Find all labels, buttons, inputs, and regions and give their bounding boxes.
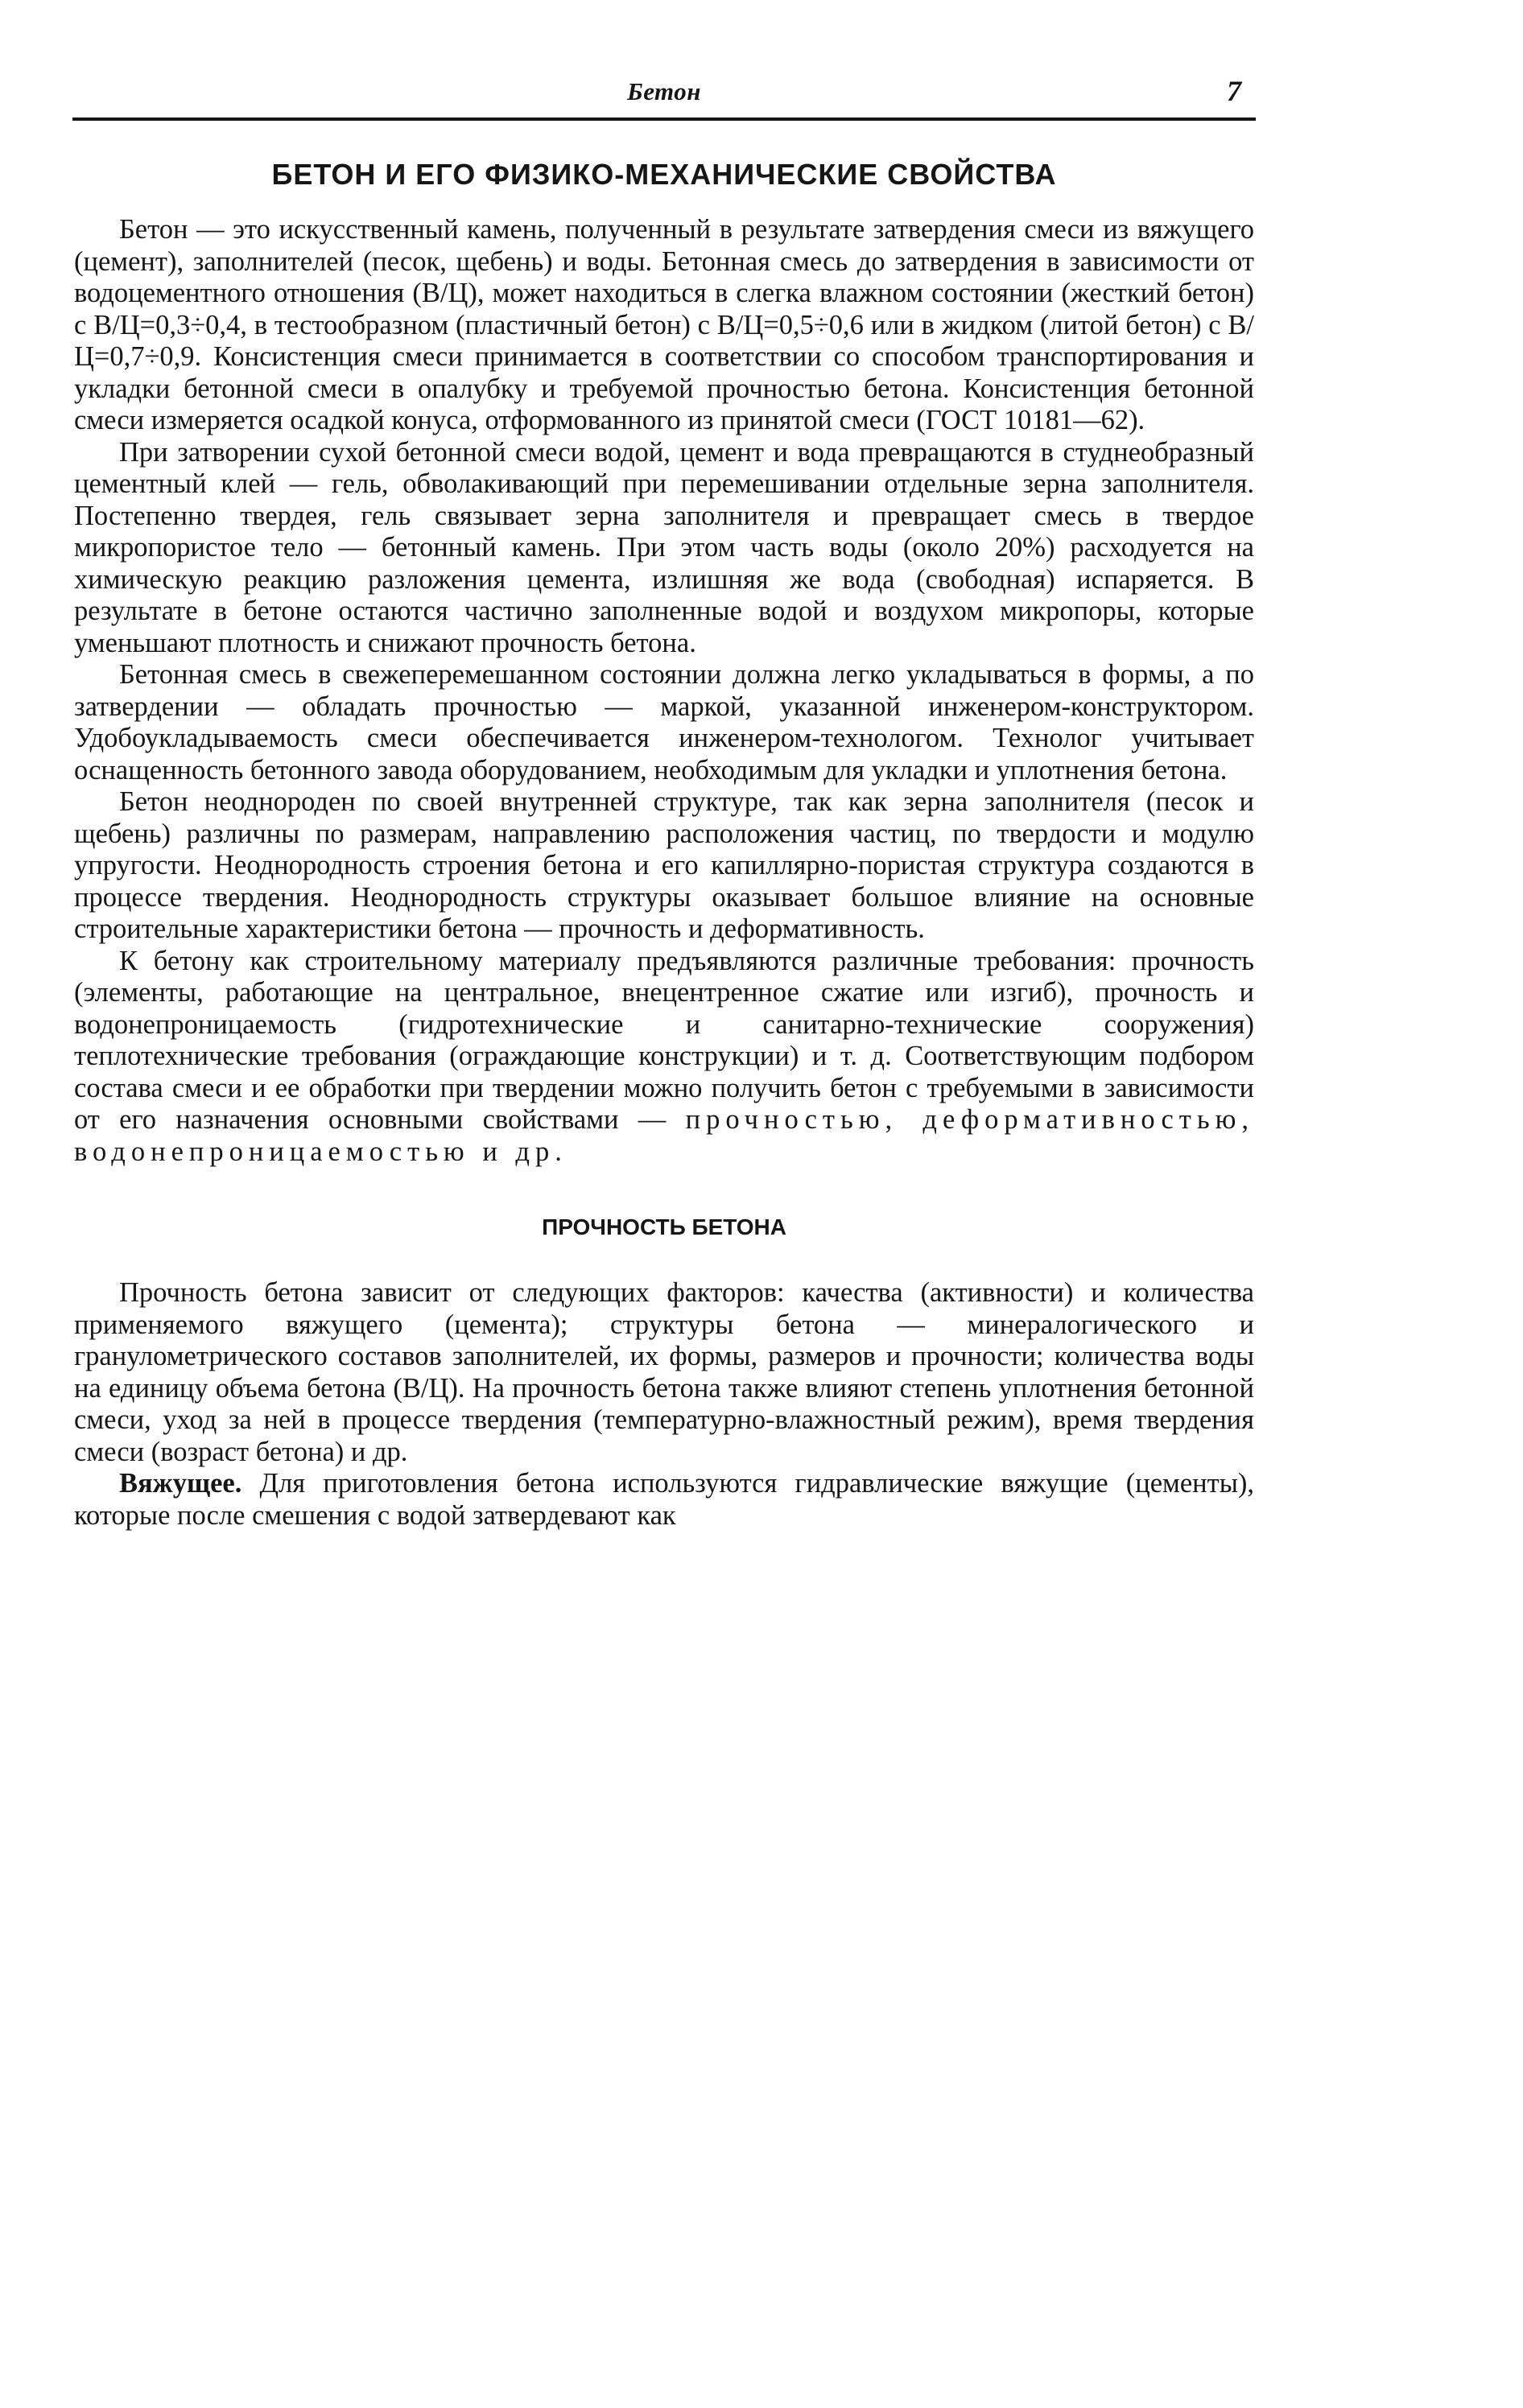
runin-heading: Вяжущее. bbox=[119, 1468, 242, 1499]
paragraph-binder bbox=[74, 1468, 1254, 1532]
running-head bbox=[72, 74, 1256, 114]
paragraph-text: Для приготовления бетона используются гидравлические вяжущие (цементы), которые после смешения с водой затвердевают как bbox=[74, 1468, 1254, 1531]
paragraph: Бетон неоднороден по своей внутренней структуре, так как зерна заполнителя (песок и щебень) различны по размерам, направлению расположения частиц, по твердости и модулю упругости. Неоднородность строения бетона и его капиллярно-пористая структура создаются в процессе твердения. Неоднородность структуры оказывает большое влияние на основные строительные характеристики бетона — прочность и деформативность. bbox=[74, 786, 1254, 944]
paragraph: При затворении сухой бетонной смеси водой, цемент и вода превращаются в студнеобразный цементный клей — гель, обволакивающий при перемешивании отдельные зерна заполнителя. Постепенно твердея, гель связывает зерна заполнителя и превращает смесь в твердое микропористое тело — бетонный камень. При этом часть воды (около 20%) расходуется на химическую реакцию разложения цемента, излишняя же вода (свободная) испаряется. В результате в бетоне остаются частично заполненные водой и воздухом микропоры, которые уменьшают плотность и снижают прочность бетона. bbox=[74, 436, 1254, 658]
paragraph-text: К бетону как строительному материалу предъявляются различные требования: прочность (элементы, работающие на центральное, внецентренное сжатие или изгиб), прочность и водонепроницаемость (гидротехнические и санитарно-технические сооружения) теплотехнические требования (ограждающие конструкции) и т. д. Соответствующим подбором состава смеси и ее обработки при твердении можно получить бетон с требуемыми в зависимости от его назначения основными свойствами — bbox=[74, 945, 1254, 1135]
running-title: Бетон bbox=[627, 77, 701, 105]
paragraph: Прочность бетона зависит от следующих факторов: качества (активности) и количества применяемого вяжущего (цемента); структуры бетона — минералогического и гранулометрического составов заполнителей, их формы, размеров и прочности; количества воды на единицу объема бетона (В/Ц). На прочность бетона также влияют степень уплотнения бетонной смеси, уход за ней в процессе твердения (температурно-влажностный режим), время твердения смеси (возраст бетона) и др. bbox=[74, 1277, 1254, 1467]
spaced-emphasis-text: прочностью, деформативностью, водонепроницаемостью и др. bbox=[74, 1104, 1254, 1167]
paragraph: Бетонная смесь в свежеперемешанном состоянии должна легко укладываться в формы, а по затвердении — обладать прочностью — маркой, указанной инженером-конструктором. Удобоукладываемость смеси обеспечивается инженером-технологом. Технолог учитывает оснащенность бетонного завода оборудованием, необходимым для укладки и уплотнения бетона. bbox=[74, 659, 1254, 785]
section-title: БЕТОН И ЕГО ФИЗИКО-МЕХАНИЧЕСКИЕ СВОЙСТВА bbox=[271, 158, 1057, 191]
page-body bbox=[74, 158, 1254, 1532]
subsection-title: ПРОЧНОСТЬ БЕТОНА bbox=[542, 1214, 786, 1239]
header-rule bbox=[72, 118, 1256, 121]
page-number: 7 bbox=[1227, 75, 1241, 107]
paragraph-requirements bbox=[74, 946, 1254, 1169]
paragraph: Бетон — это искусственный камень, полученный в результате затвердения смеси из вяжущего (цемент), заполнителей (песок, щебень) и воды. Бетонная смесь до затвердения в зависимости от водоцементного отношения (В/Ц), может находиться в слегка влажном состоянии (жесткий бетон) с В/Ц=0,3÷0,4, в тестообразном (пластичный бетон) с В/Ц=0,5÷0,6 или в жидком (литой бетон) с В/Ц=0,7÷0,9. Консистенция смеси принимается в соответствии со способом транспортирования и укладки бетонной смеси в опалубку и требуемой прочностью бетона. Консистенция бетонной смеси измеряется осадкой конуса, отформованного из принятой смеси (ГОСТ 10181—62). bbox=[74, 214, 1254, 435]
